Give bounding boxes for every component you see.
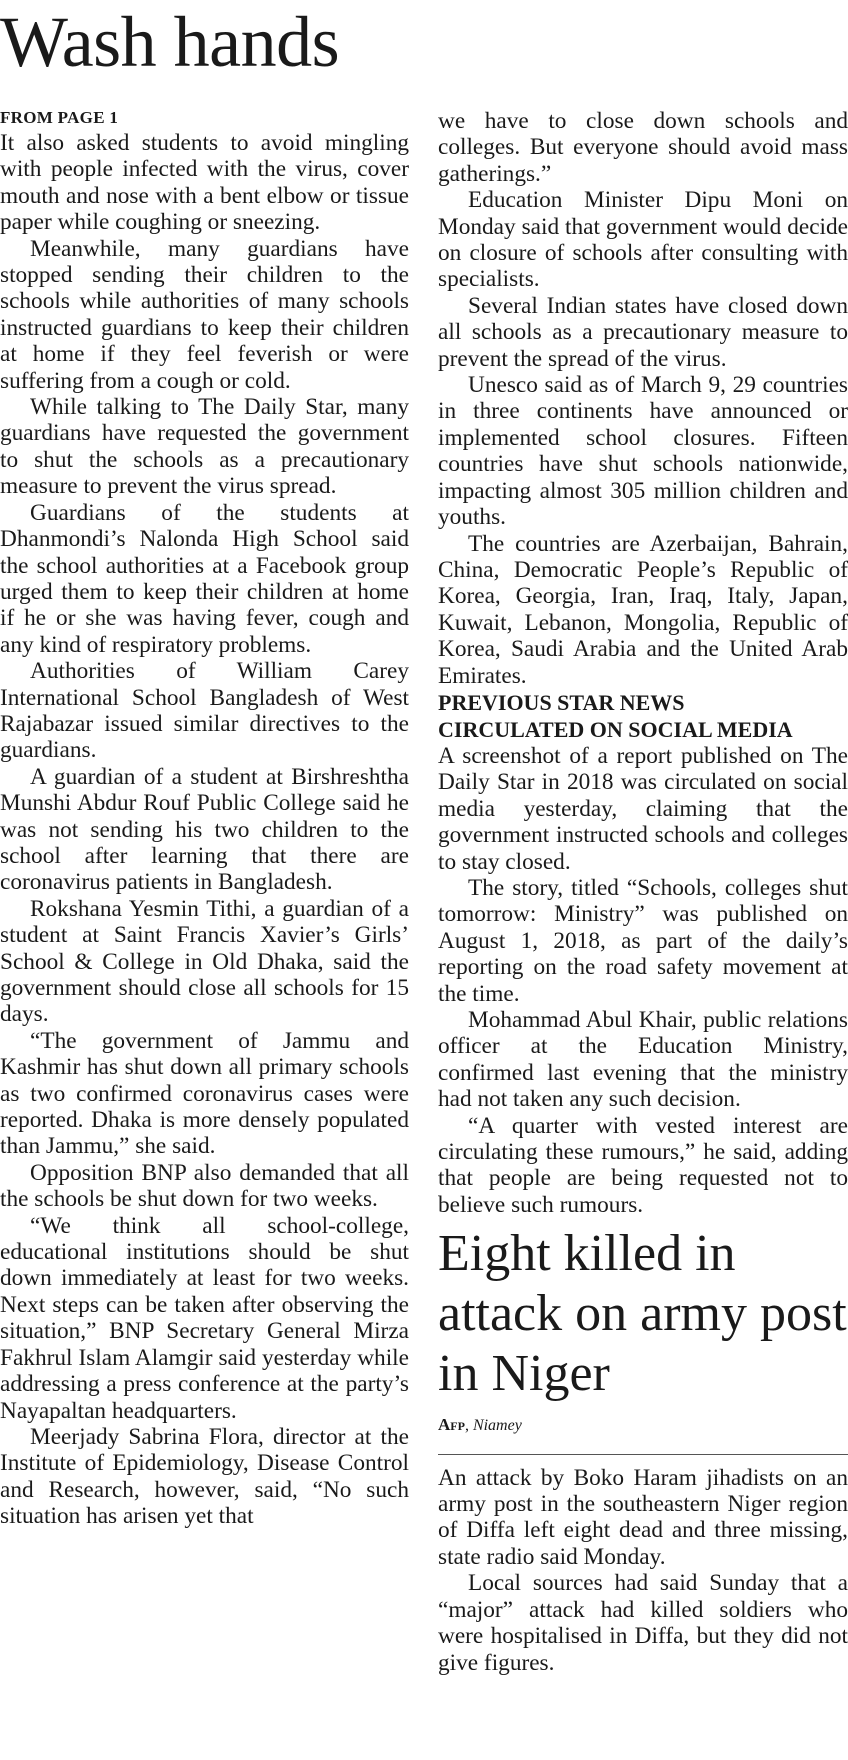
article-paragraph: The countries are Azerbaijan, Bahrain, China, Democratic People’s Republic of Korea, Georgia, Iran, Iraq, Italy, Japan, Kuwait, Lebanon, Mongolia, Republic of Korea, Saudi Arabia and the United Arab Emirates.	[438, 530, 848, 689]
article-paragraph: Local sources had said Sunday that a “major” attack had killed soldiers who were hospitalised in Diffa, but they did not give figures.	[438, 1570, 848, 1676]
page-headline: Wash hands	[0, 2, 340, 82]
article-paragraph: Authorities of William Carey International School Bangladesh of West Rajabazar issued similar directives to the guardians.	[0, 658, 409, 764]
article-paragraph: Mohammad Abul Khair, public relations officer at the Education Ministry, confirmed last evening that the ministry had not taken any such decision.	[438, 1007, 848, 1113]
article-paragraph: Opposition BNP also demanded that all the schools be shut down for two weeks.	[0, 1159, 409, 1213]
article-paragraph: Education Minister Dipu Moni on Monday said that government would decide on closure of schools after consulting with specialists.	[438, 187, 848, 293]
section-subhead-line2: CIRCULATED ON SOCIAL MEDIA	[438, 716, 793, 742]
byline-separator: ,	[464, 1417, 469, 1435]
article-paragraph: An attack by Boko Haram jihadists on an army post in the southeastern Niger region of Diffa left eight dead and three missing, state radio said Monday.	[438, 1464, 848, 1570]
right-column	[438, 108, 848, 1676]
article-paragraph: Several Indian states have closed down all schools as a precautionary measure to prevent the spread of the virus.	[438, 292, 848, 372]
from-page-kicker: FROM PAGE 1	[0, 108, 119, 127]
left-column	[0, 108, 409, 1530]
article-paragraph: Meerjady Sabrina Flora, director at the Institute of Epidemiology, Disease Control and Research, however, said, “No such situation has arisen yet that	[0, 1423, 409, 1530]
article-paragraph: Guardians of the students at Dhanmondi’s Nalonda High School said the school authorities at a Facebook group urged them to keep their children at home if he or she was having fever, cough and any kind of respiratory problems.	[0, 499, 409, 658]
article-paragraph: While talking to The Daily Star, many guardians have requested the government to shut the schools as a precautionary measure to prevent the virus spread.	[0, 394, 409, 500]
divider	[438, 1454, 848, 1455]
article-paragraph: Rokshana Yesmin Tithi, a guardian of a student at Saint Francis Xavier’s Girls’ School & College in Old Dhaka, said the government should close all schools for 15 days.	[0, 895, 409, 1028]
article-paragraph: “The government of Jammu and Kashmir has shut down all primary schools as two confirmed coronavirus cases were reported. Dhaka is more densely populated than Jammu,” she said.	[0, 1027, 409, 1160]
article-paragraph: A screenshot of a report published on The Daily Star in 2018 was circulated on social media yesterday, claiming that the government instructed schools and colleges to stay closed.	[438, 742, 848, 875]
article-paragraph: A guardian of a student at Birshreshtha Munshi Abdur Rouf Public College said he was not sending his two children to the school after learning that there are coronavirus patients in Bangladesh.	[0, 763, 409, 896]
article-paragraph: “We think all school-college, educational institutions should be shut down immediately at least for two weeks. Next steps can be taken after observing the situation,” BNP Secretary General Mirza Fakhrul Islam Alamgir said yesterday while addressing a press conference at the party’s Nayapaltan headquarters.	[0, 1212, 409, 1424]
second-story-headline: Eight killed in attack on army post in Niger	[438, 1225, 847, 1403]
article-paragraph: Meanwhile, many guardians have stopped sending their children to the schools while authorities of many schools instructed guardians to keep their children at home if they feel feverish or were suffering from a cough or cold.	[0, 235, 409, 394]
article-paragraph: It also asked students to avoid mingling with people infected with the virus, cover mouth and nose with a bent elbow or tissue paper while coughing or sneezing.	[0, 130, 409, 236]
byline-agency: Afp	[438, 1415, 465, 1435]
article-paragraph: Unesco said as of March 9, 29 countries in three continents have announced or implemented school closures. Fifteen countries have shut schools nationwide, impacting almost 305 million children and youths.	[438, 372, 848, 531]
byline-place: Niamey	[472, 1417, 522, 1435]
byline	[438, 1412, 848, 1439]
article-paragraph: we have to close down schools and colleges. But everyone should avoid mass gatherings.”	[438, 108, 848, 187]
article-paragraph: “A quarter with vested interest are circulating these rumours,” he said, adding that people are being requested not to believe such rumours.	[438, 1112, 848, 1218]
section-subhead-line1: PREVIOUS STAR NEWS	[438, 689, 685, 715]
article-paragraph: The story, titled “Schools, colleges shut tomorrow: Ministry” was published on August 1, 2018, as part of the daily’s reporting on the road safety movement at the time.	[438, 874, 848, 1007]
